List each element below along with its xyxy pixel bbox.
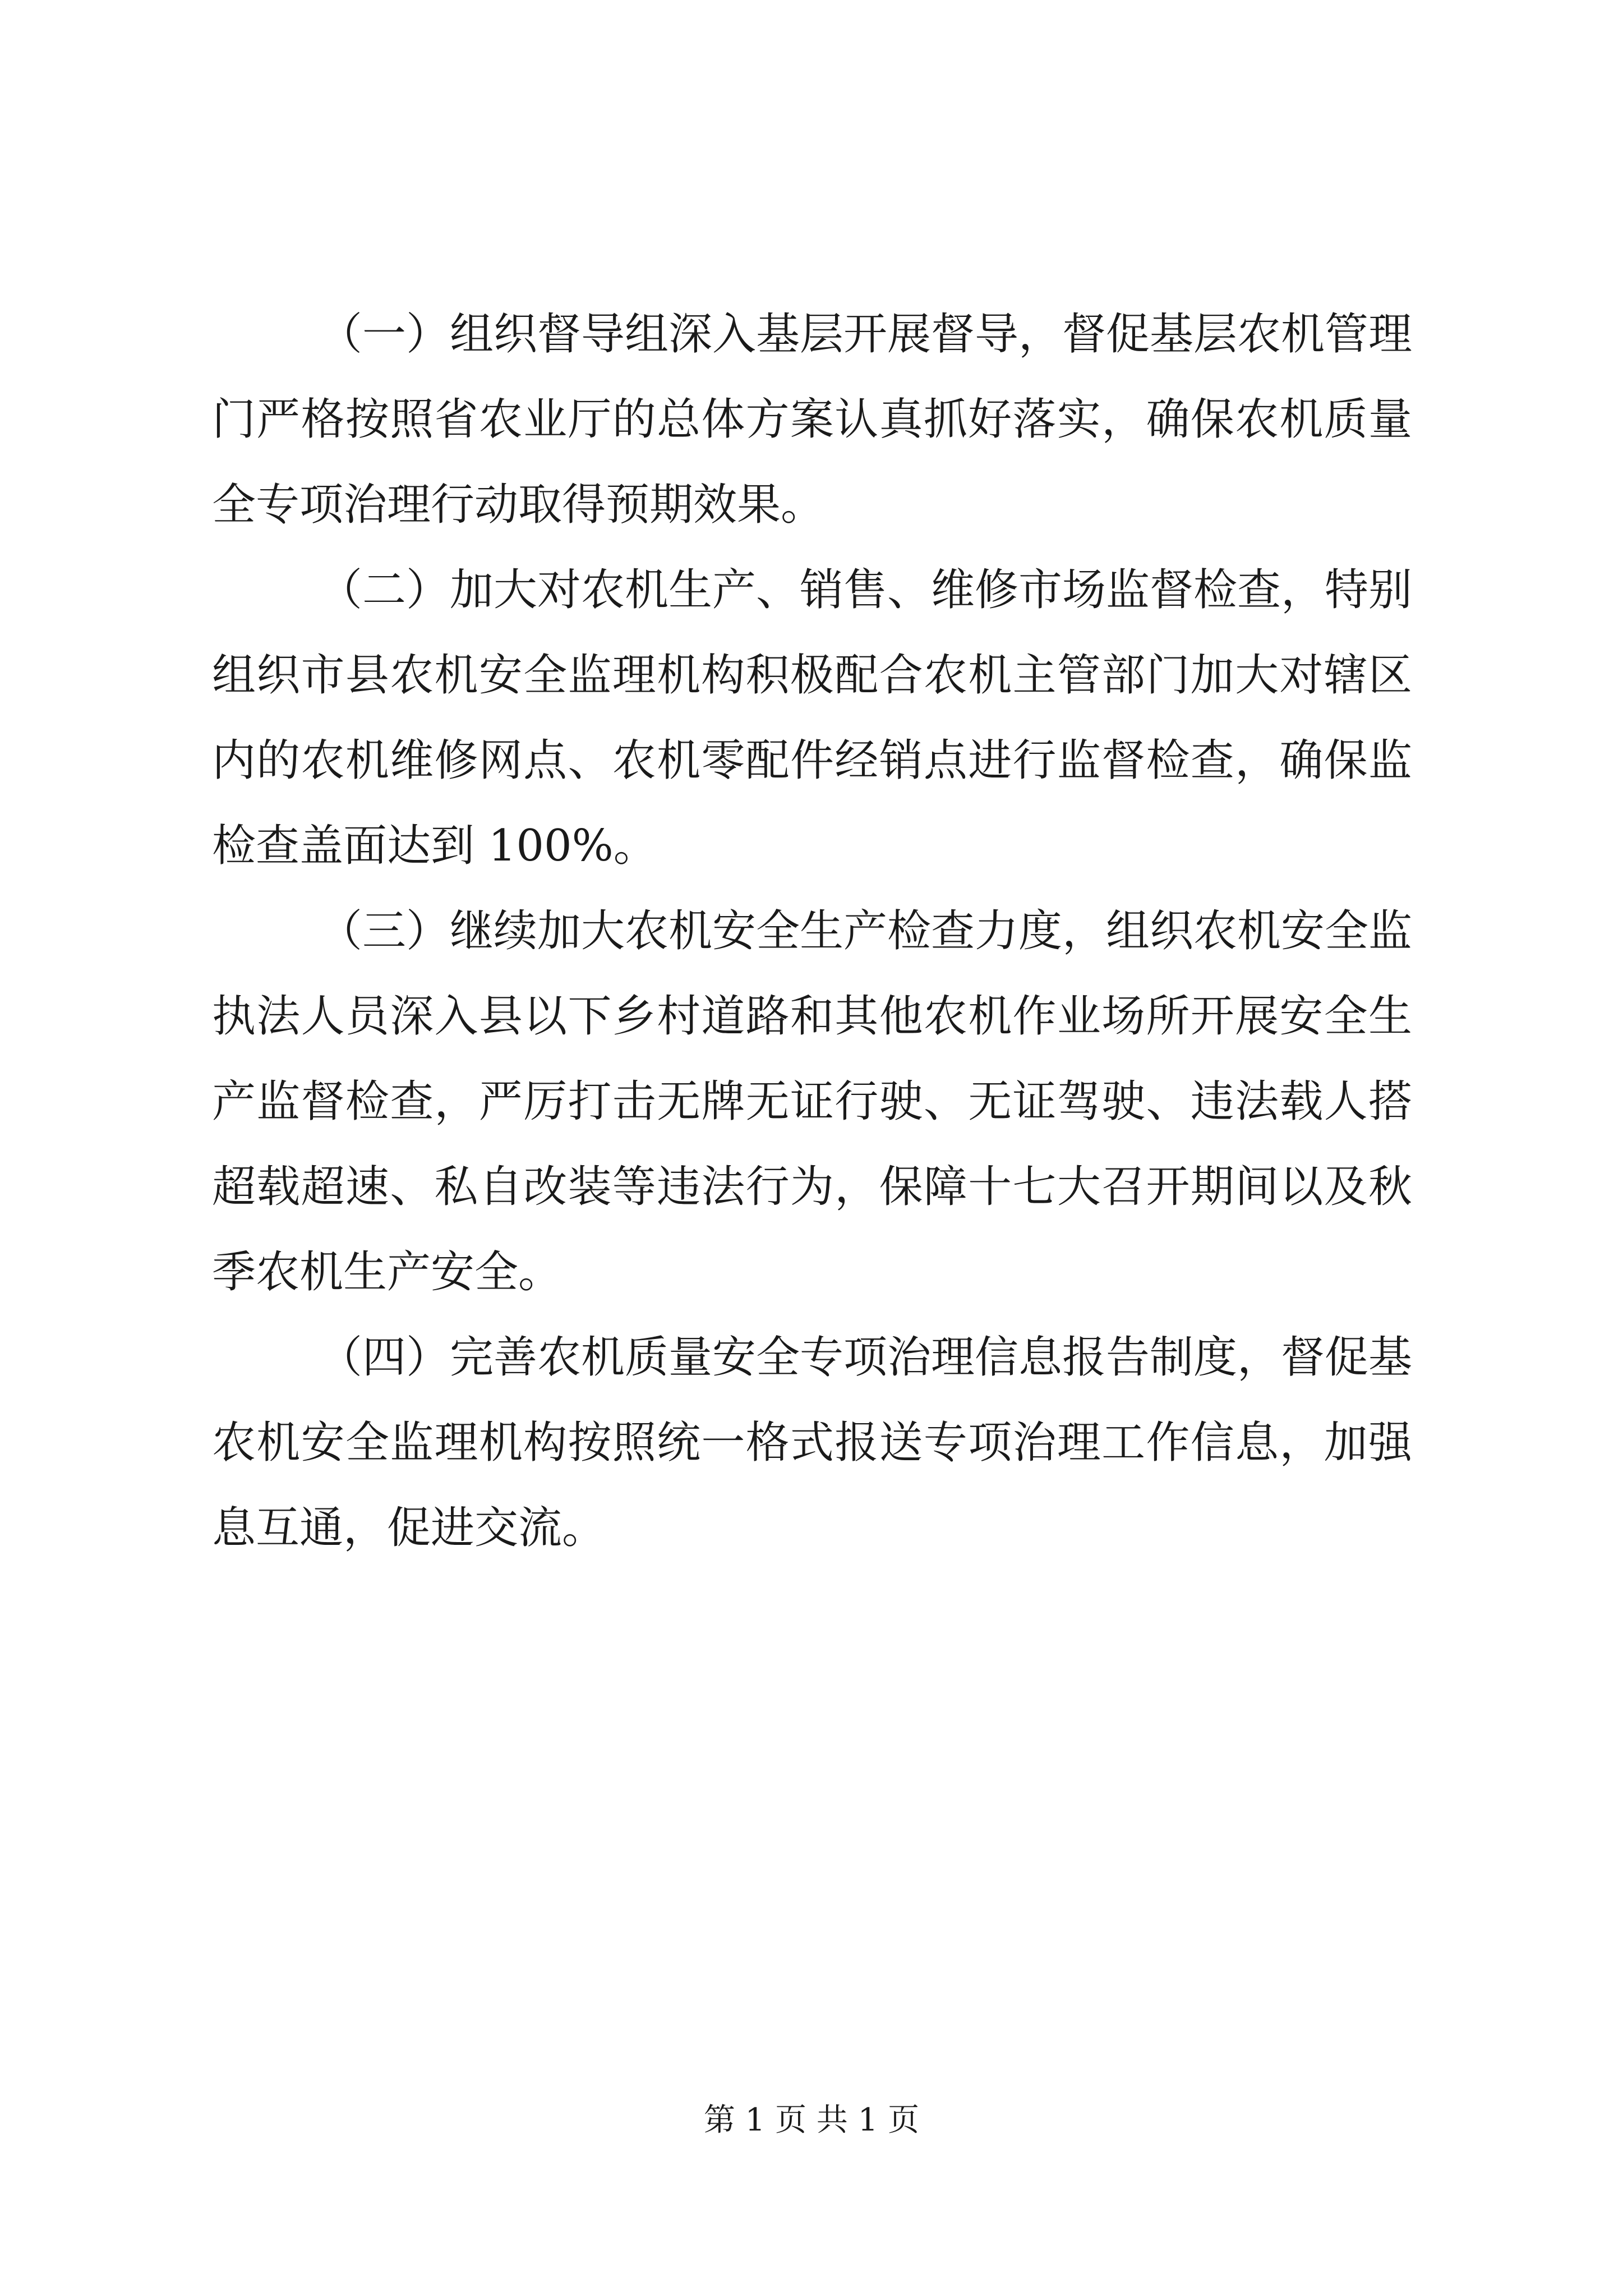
paragraph-4 <box>212 1315 1412 1571</box>
paragraph-line: （四）完善农机质量安全专项治理信息报告制度，督促基 <box>319 1332 1412 1383</box>
paragraph-line: 产监督检查，严厉打击无牌无证行驶、无证驾驶、违法载人搭 <box>212 1076 1412 1127</box>
paragraph-line: 超载超速、私自改装等违法行为，保障十七大召开期间以及秋 <box>212 1162 1412 1212</box>
page-number-label: 第 1 页 共 1 页 <box>703 2102 920 2138</box>
paragraph-2 <box>212 547 1412 889</box>
paragraph-line: 检查盖面达到 100%。 <box>212 821 657 871</box>
document-body <box>212 292 1412 1571</box>
paragraph-line: 季农机生产安全。 <box>212 1247 562 1297</box>
paragraph-line: （二）加大对农机生产、销售、维修市场监督检查，特别 <box>319 565 1412 615</box>
paragraph-line: 农机安全监理机构按照统一格式报送专项治理工作信息，加强 <box>212 1418 1412 1468</box>
paragraph-line: 全专项治理行动取得预期效果。 <box>212 480 825 530</box>
paragraph-line: 内的农机维修网点、农机零配件经销点进行监督检查，确保监 <box>212 735 1412 786</box>
paragraph-1 <box>212 292 1412 547</box>
paragraph-line: （三）继续加大农机安全生产检查力度，组织农机安全监 <box>319 906 1412 956</box>
paragraph-line: 组织市县农机安全监理机构积极配合农机主管部门加大对辖区 <box>212 650 1412 701</box>
paragraph-line: 执法人员深入县以下乡村道路和其他农机作业场所开展安全生 <box>212 991 1412 1042</box>
paragraph-3 <box>212 889 1412 1315</box>
page-footer <box>0 2098 1623 2143</box>
paragraph-line: （一）组织督导组深入基层开展督导，督促基层农机管理 <box>319 309 1412 360</box>
paragraph-line: 门严格按照省农业厅的总体方案认真抓好落实，确保农机质量 <box>212 394 1412 445</box>
paragraph-line: 息互通，促进交流。 <box>212 1503 606 1553</box>
